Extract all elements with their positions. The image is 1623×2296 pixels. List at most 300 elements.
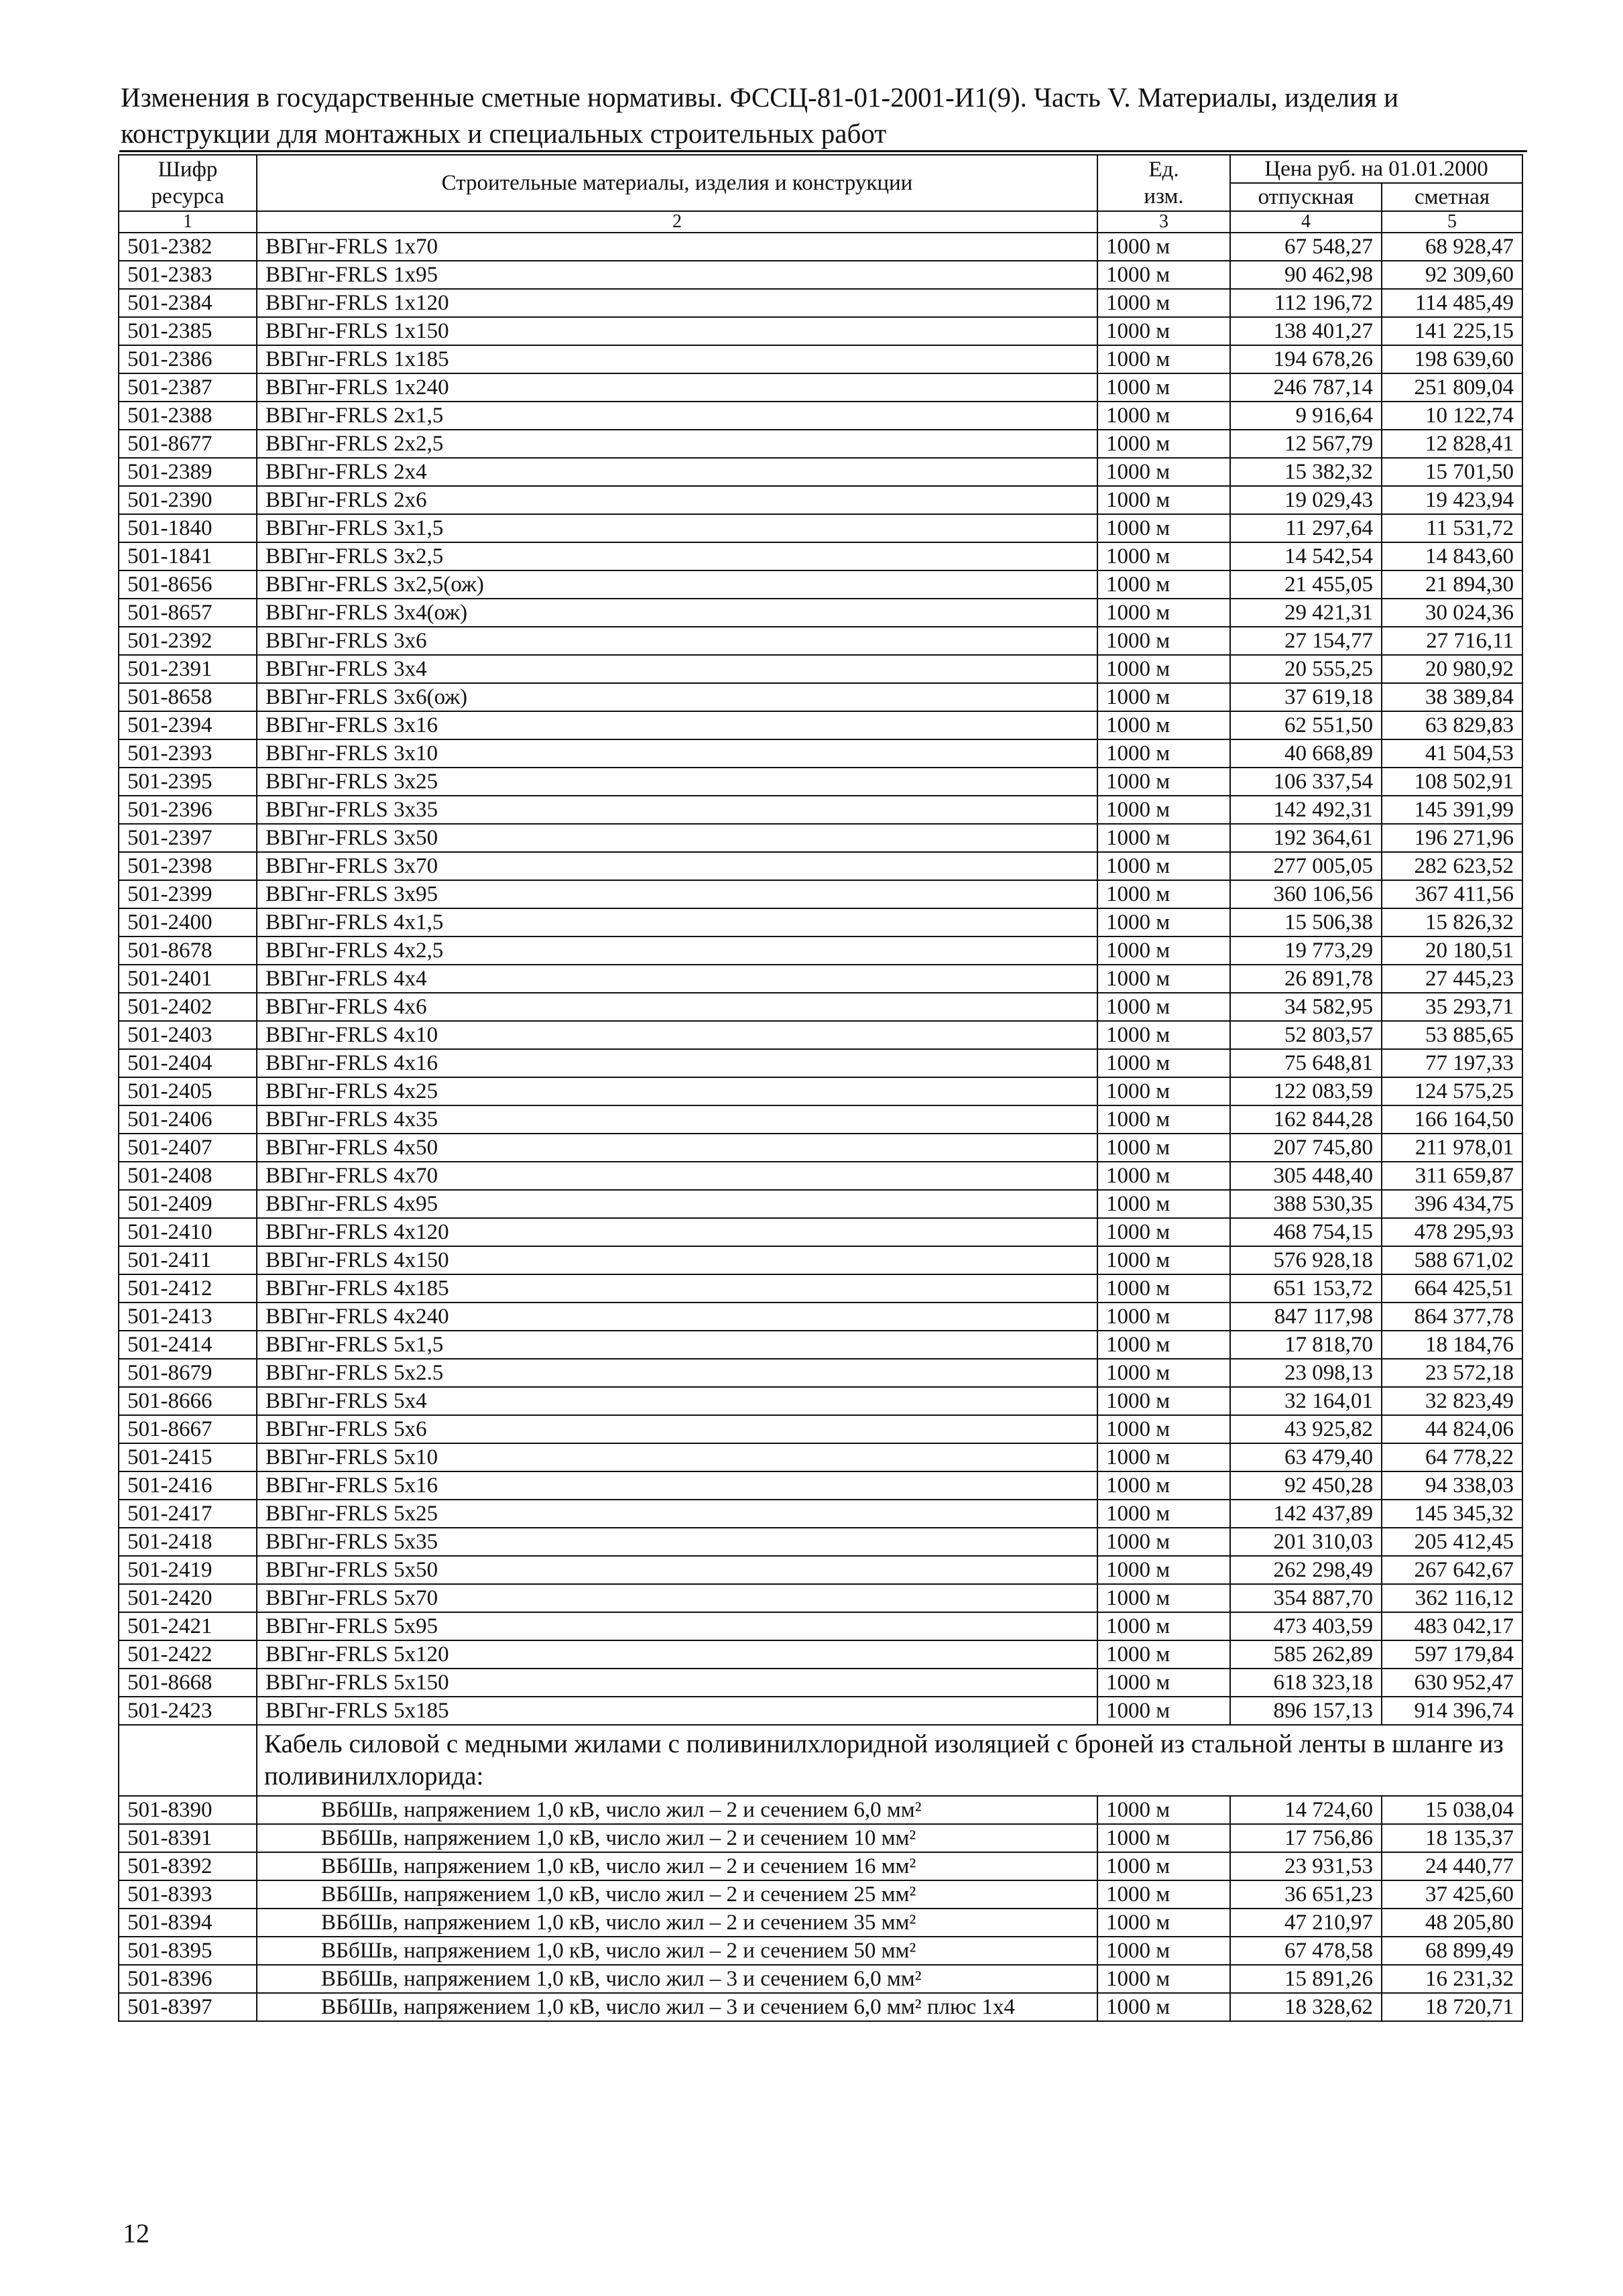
release-price: 305 448,40 — [1230, 1162, 1382, 1190]
release-price: 360 106,56 — [1230, 880, 1382, 908]
unit-cell: 1000 м — [1097, 1796, 1230, 1824]
resource-code: 501-2400 — [119, 908, 257, 936]
material-name: ВВГнг-FRLS 5х6 — [257, 1415, 1097, 1443]
unit-cell: 1000 м — [1097, 1584, 1230, 1612]
estimate-price: 27 445,23 — [1382, 965, 1522, 993]
estimate-price: 15 038,04 — [1382, 1796, 1522, 1824]
table-row — [119, 1049, 1522, 1077]
unit-cell: 1000 м — [1097, 233, 1230, 261]
material-name: ВВГнг-FRLS 4х35 — [257, 1105, 1097, 1134]
unit-cell: 1000 м — [1097, 1993, 1230, 2021]
unit-cell: 1000 м — [1097, 345, 1230, 373]
material-name: ВВГнг-FRLS 1х95 — [257, 261, 1097, 289]
table-row — [119, 1500, 1522, 1528]
release-price: 40 668,89 — [1230, 739, 1382, 768]
estimate-price: 16 231,32 — [1382, 1965, 1522, 1993]
estimate-price: 588 671,02 — [1382, 1246, 1522, 1274]
estimate-price: 597 179,84 — [1382, 1640, 1522, 1669]
estimate-price: 205 412,45 — [1382, 1528, 1522, 1556]
release-price: 34 582,95 — [1230, 993, 1382, 1021]
material-name: ВВГнг-FRLS 4х2,5 — [257, 936, 1097, 965]
material-name: ВВГнг-FRLS 3х1,5 — [257, 514, 1097, 542]
material-name — [257, 1796, 1097, 1824]
unit-cell: 1000 м — [1097, 908, 1230, 936]
material-name: ВВГнг-FRLS 5х185 — [257, 1697, 1097, 1725]
table-row — [119, 1528, 1522, 1556]
header-material: Строительные материалы, изделия и конструкции — [257, 155, 1097, 211]
resource-code: 501-2408 — [119, 1162, 257, 1190]
column-number: 2 — [257, 211, 1097, 233]
unit-cell: 1000 м — [1097, 1909, 1230, 1937]
release-price: 17 818,70 — [1230, 1331, 1382, 1359]
resource-code: 501-2417 — [119, 1500, 257, 1528]
release-price: 106 337,54 — [1230, 768, 1382, 796]
resource-code: 501-8391 — [119, 1824, 257, 1852]
unit-cell: 1000 м — [1097, 1134, 1230, 1162]
release-price: 162 844,28 — [1230, 1105, 1382, 1134]
header-line-1: Изменения в государственные сметные нормативы. ФССЦ-81-01-2001-И1(9). Часть V. Материалы, изделия и — [121, 82, 1399, 113]
estimate-price: 48 205,80 — [1382, 1909, 1522, 1937]
table-row — [119, 373, 1522, 402]
resource-code: 501-2385 — [119, 317, 257, 345]
table-row — [119, 768, 1522, 796]
material-name: ВВГнг-FRLS 3х25 — [257, 768, 1097, 796]
material-name: ВВГнг-FRLS 4х50 — [257, 1134, 1097, 1162]
table-row — [119, 1471, 1522, 1500]
estimate-price: 27 716,11 — [1382, 627, 1522, 655]
resource-code: 501-2418 — [119, 1528, 257, 1556]
release-price: 52 803,57 — [1230, 1021, 1382, 1049]
estimate-price: 630 952,47 — [1382, 1669, 1522, 1697]
table-body-vvg — [119, 233, 1522, 1725]
unit-cell: 1000 м — [1097, 1471, 1230, 1500]
resource-code: 501-2397 — [119, 824, 257, 852]
release-price: 473 403,59 — [1230, 1612, 1382, 1640]
resource-code: 501-8678 — [119, 936, 257, 965]
table-row — [119, 908, 1522, 936]
table-row — [119, 627, 1522, 655]
resource-code: 501-2384 — [119, 289, 257, 317]
estimate-price: 12 828,41 — [1382, 430, 1522, 458]
material-name-text: ВБбШв, напряжением 1,0 кВ, число жил – 2 и сечением 35 мм² — [321, 1911, 916, 1935]
resource-code: 501-2383 — [119, 261, 257, 289]
material-name: ВВГнг-FRLS 4х120 — [257, 1218, 1097, 1246]
header-line-2: конструкции для монтажных и специальных строительных работ — [121, 118, 887, 149]
material-name: ВВГнг-FRLS 3х4 — [257, 655, 1097, 683]
estimate-price: 32 823,49 — [1382, 1387, 1522, 1415]
material-name-text: ВБбШв, напряжением 1,0 кВ, число жил – 2 и сечением 50 мм² — [321, 1939, 916, 1963]
table-row — [119, 1556, 1522, 1584]
column-number: 5 — [1382, 211, 1522, 233]
release-price: 277 005,05 — [1230, 852, 1382, 880]
material-name: ВВГнг-FRLS 4х1,5 — [257, 908, 1097, 936]
resource-code: 501-2395 — [119, 768, 257, 796]
material-name: ВВГнг-FRLS 5х2.5 — [257, 1359, 1097, 1387]
material-name: ВВГнг-FRLS 5х50 — [257, 1556, 1097, 1584]
table-row — [119, 739, 1522, 768]
unit-cell: 1000 м — [1097, 768, 1230, 796]
table-row — [119, 1937, 1522, 1965]
table-row — [119, 1880, 1522, 1909]
release-price: 37 619,18 — [1230, 683, 1382, 711]
resource-code: 501-8656 — [119, 570, 257, 599]
estimate-price: 77 197,33 — [1382, 1049, 1522, 1077]
resource-code: 501-2423 — [119, 1697, 257, 1725]
unit-cell: 1000 м — [1097, 1937, 1230, 1965]
unit-cell: 1000 м — [1097, 542, 1230, 570]
material-name: ВВГнг-FRLS 2х2,5 — [257, 430, 1097, 458]
resource-code: 501-2399 — [119, 880, 257, 908]
release-price: 12 567,79 — [1230, 430, 1382, 458]
column-number: 4 — [1230, 211, 1382, 233]
resource-code: 501-2405 — [119, 1077, 257, 1105]
material-name: ВВГнг-FRLS 3х6 — [257, 627, 1097, 655]
resource-code: 501-8396 — [119, 1965, 257, 1993]
material-name: ВВГнг-FRLS 4х16 — [257, 1049, 1097, 1077]
unit-cell: 1000 м — [1097, 289, 1230, 317]
unit-cell: 1000 м — [1097, 965, 1230, 993]
table-row — [119, 1993, 1522, 2021]
resource-code: 501-2398 — [119, 852, 257, 880]
resource-code: 501-2414 — [119, 1331, 257, 1359]
estimate-price: 68 928,47 — [1382, 233, 1522, 261]
table-row — [119, 430, 1522, 458]
estimate-price: 664 425,51 — [1382, 1274, 1522, 1303]
release-price: 9 916,64 — [1230, 402, 1382, 430]
table-row — [119, 1190, 1522, 1218]
material-name: ВВГнг-FRLS 3х10 — [257, 739, 1097, 768]
unit-cell: 1000 м — [1097, 570, 1230, 599]
unit-cell: 1000 м — [1097, 486, 1230, 514]
estimate-price: 94 338,03 — [1382, 1471, 1522, 1500]
table-row — [119, 1021, 1522, 1049]
material-name: ВВГнг-FRLS 5х70 — [257, 1584, 1097, 1612]
estimate-price: 30 024,36 — [1382, 599, 1522, 627]
table-row — [119, 514, 1522, 542]
column-number: 3 — [1097, 211, 1230, 233]
material-name: ВВГнг-FRLS 5х25 — [257, 1500, 1097, 1528]
resource-code: 501-2422 — [119, 1640, 257, 1669]
resource-code: 501-2419 — [119, 1556, 257, 1584]
material-name: ВВГнг-FRLS 2х6 — [257, 486, 1097, 514]
material-name: ВВГнг-FRLS 1х150 — [257, 317, 1097, 345]
resource-code: 501-2403 — [119, 1021, 257, 1049]
release-price: 468 754,15 — [1230, 1218, 1382, 1246]
table-row — [119, 1669, 1522, 1697]
release-price: 23 931,53 — [1230, 1852, 1382, 1880]
material-name-text: ВБбШв, напряжением 1,0 кВ, число жил – 2 и сечением 16 мм² — [321, 1854, 916, 1878]
table-row — [119, 1331, 1522, 1359]
release-price: 262 298,49 — [1230, 1556, 1382, 1584]
table-row — [119, 1697, 1522, 1725]
unit-cell: 1000 м — [1097, 796, 1230, 824]
table-row — [119, 1640, 1522, 1669]
material-name — [257, 1824, 1097, 1852]
table-row — [119, 711, 1522, 739]
estimate-price: 124 575,25 — [1382, 1077, 1522, 1105]
estimate-price: 311 659,87 — [1382, 1162, 1522, 1190]
table-row — [119, 824, 1522, 852]
resource-code: 501-8679 — [119, 1359, 257, 1387]
material-name: ВВГнг-FRLS 1х240 — [257, 373, 1097, 402]
material-name: ВВГнг-FRLS 4х150 — [257, 1246, 1097, 1274]
estimate-price: 64 778,22 — [1382, 1443, 1522, 1471]
release-price: 17 756,86 — [1230, 1824, 1382, 1852]
release-price: 26 891,78 — [1230, 965, 1382, 993]
release-price: 618 323,18 — [1230, 1669, 1382, 1697]
material-name: ВВГнг-FRLS 3х70 — [257, 852, 1097, 880]
material-name: ВВГнг-FRLS 5х10 — [257, 1443, 1097, 1471]
table-row — [119, 683, 1522, 711]
release-price: 32 164,01 — [1230, 1387, 1382, 1415]
material-name: ВВГнг-FRLS 4х4 — [257, 965, 1097, 993]
resource-code: 501-2401 — [119, 965, 257, 993]
material-name — [257, 1993, 1097, 2021]
estimate-price: 282 623,52 — [1382, 852, 1522, 880]
release-price: 201 310,03 — [1230, 1528, 1382, 1556]
unit-cell: 1000 м — [1097, 993, 1230, 1021]
release-price: 14 542,54 — [1230, 542, 1382, 570]
release-price: 576 928,18 — [1230, 1246, 1382, 1274]
unit-cell: 1000 м — [1097, 1880, 1230, 1909]
material-name-text: ВБбШв, напряжением 1,0 кВ, число жил – 2 и сечением 10 мм² — [321, 1826, 916, 1850]
material-name-text: ВБбШв, напряжением 1,0 кВ, число жил – 3 и сечением 6,0 мм² плюс 1х4 — [321, 1995, 1016, 2019]
resource-code: 501-2389 — [119, 458, 257, 486]
section-row — [119, 1725, 1522, 1796]
header-price-group: Цена руб. на 01.01.2000 — [1230, 155, 1522, 183]
table-row — [119, 1218, 1522, 1246]
resource-code: 501-2404 — [119, 1049, 257, 1077]
table-row — [119, 1443, 1522, 1471]
estimate-price: 11 531,72 — [1382, 514, 1522, 542]
unit-cell: 1000 м — [1097, 1162, 1230, 1190]
estimate-price: 18 720,71 — [1382, 1993, 1522, 2021]
material-name-text: ВБбШв, напряжением 1,0 кВ, число жил – 2 и сечением 6,0 мм² — [321, 1798, 922, 1822]
resource-code: 501-2413 — [119, 1303, 257, 1331]
resource-code: 501-8657 — [119, 599, 257, 627]
estimate-price: 53 885,65 — [1382, 1021, 1522, 1049]
table-row — [119, 1796, 1522, 1824]
unit-cell: 1000 м — [1097, 1528, 1230, 1556]
resource-code: 501-2415 — [119, 1443, 257, 1471]
column-number-row — [119, 211, 1522, 233]
resource-code: 501-2402 — [119, 993, 257, 1021]
table-row — [119, 458, 1522, 486]
material-name: ВВГнг-FRLS 3х4(ож) — [257, 599, 1097, 627]
table-row — [119, 486, 1522, 514]
estimate-price: 10 122,74 — [1382, 402, 1522, 430]
release-price: 47 210,97 — [1230, 1909, 1382, 1937]
column-number: 1 — [119, 211, 257, 233]
table-row — [119, 1077, 1522, 1105]
release-price: 90 462,98 — [1230, 261, 1382, 289]
table-row — [119, 1246, 1522, 1274]
estimate-price: 24 440,77 — [1382, 1852, 1522, 1880]
release-price: 388 530,35 — [1230, 1190, 1382, 1218]
table-row — [119, 965, 1522, 993]
release-price: 23 098,13 — [1230, 1359, 1382, 1387]
estimate-price: 166 164,50 — [1382, 1105, 1522, 1134]
release-price: 11 297,64 — [1230, 514, 1382, 542]
estimate-price: 18 184,76 — [1382, 1331, 1522, 1359]
resource-code: 501-2393 — [119, 739, 257, 768]
release-price: 15 382,32 — [1230, 458, 1382, 486]
table-row — [119, 852, 1522, 880]
resource-code: 501-8667 — [119, 1415, 257, 1443]
unit-cell: 1000 м — [1097, 880, 1230, 908]
material-name — [257, 1852, 1097, 1880]
material-name: ВВГнг-FRLS 1х70 — [257, 233, 1097, 261]
unit-cell: 1000 м — [1097, 627, 1230, 655]
table-row — [119, 1824, 1522, 1852]
release-price: 896 157,13 — [1230, 1697, 1382, 1725]
release-price: 112 196,72 — [1230, 289, 1382, 317]
table-row — [119, 1359, 1522, 1387]
resource-code: 501-2386 — [119, 345, 257, 373]
release-price: 207 745,80 — [1230, 1134, 1382, 1162]
release-price: 192 364,61 — [1230, 824, 1382, 852]
material-name: ВВГнг-FRLS 3х35 — [257, 796, 1097, 824]
unit-cell: 1000 м — [1097, 1852, 1230, 1880]
resource-code: 501-1841 — [119, 542, 257, 570]
table-row — [119, 796, 1522, 824]
resource-code: 501-2412 — [119, 1274, 257, 1303]
estimate-price: 198 639,60 — [1382, 345, 1522, 373]
material-name: ВВГнг-FRLS 5х16 — [257, 1471, 1097, 1500]
header-price-release: отпускная — [1230, 183, 1382, 211]
material-name: ВВГнг-FRLS 2х4 — [257, 458, 1097, 486]
release-price: 651 153,72 — [1230, 1274, 1382, 1303]
unit-cell: 1000 м — [1097, 317, 1230, 345]
release-price: 194 678,26 — [1230, 345, 1382, 373]
unit-cell: 1000 м — [1097, 514, 1230, 542]
unit-cell: 1000 м — [1097, 599, 1230, 627]
release-price: 246 787,14 — [1230, 373, 1382, 402]
unit-cell: 1000 м — [1097, 1359, 1230, 1387]
resource-code: 501-8677 — [119, 430, 257, 458]
resource-code: 501-8394 — [119, 1909, 257, 1937]
resource-code: 501-2416 — [119, 1471, 257, 1500]
resource-code: 501-2407 — [119, 1134, 257, 1162]
material-name: ВВГнг-FRLS 3х16 — [257, 711, 1097, 739]
estimate-price: 20 980,92 — [1382, 655, 1522, 683]
estimate-price: 396 434,75 — [1382, 1190, 1522, 1218]
unit-cell: 1000 м — [1097, 711, 1230, 739]
table-row — [119, 1965, 1522, 1993]
estimate-price: 18 135,37 — [1382, 1824, 1522, 1852]
estimate-price: 23 572,18 — [1382, 1359, 1522, 1387]
resource-code: 501-2396 — [119, 796, 257, 824]
material-name: ВВГнг-FRLS 5х4 — [257, 1387, 1097, 1415]
table-row — [119, 1162, 1522, 1190]
material-name — [257, 1909, 1097, 1937]
unit-cell: 1000 м — [1097, 1824, 1230, 1852]
material-name: ВВГнг-FRLS 5х120 — [257, 1640, 1097, 1669]
unit-cell: 1000 м — [1097, 1331, 1230, 1359]
material-name: ВВГнг-FRLS 5х95 — [257, 1612, 1097, 1640]
table-head — [119, 155, 1522, 233]
resource-code: 501-8392 — [119, 1852, 257, 1880]
material-name: ВВГнг-FRLS 4х6 — [257, 993, 1097, 1021]
table-body-vbbshv — [119, 1796, 1522, 2021]
resource-code: 501-8666 — [119, 1387, 257, 1415]
estimate-price: 19 423,94 — [1382, 486, 1522, 514]
release-price: 585 262,89 — [1230, 1640, 1382, 1669]
resource-code: 501-2387 — [119, 373, 257, 402]
release-price: 36 651,23 — [1230, 1880, 1382, 1909]
release-price: 15 506,38 — [1230, 908, 1382, 936]
release-price: 15 891,26 — [1230, 1965, 1382, 1993]
material-name: ВВГнг-FRLS 1х120 — [257, 289, 1097, 317]
estimate-price: 914 396,74 — [1382, 1697, 1522, 1725]
header-code-line-1: Шифр — [158, 158, 218, 182]
estimate-price: 483 042,17 — [1382, 1612, 1522, 1640]
price-table — [118, 154, 1523, 2022]
unit-cell: 1000 м — [1097, 1274, 1230, 1303]
unit-cell: 1000 м — [1097, 936, 1230, 965]
release-price: 43 925,82 — [1230, 1415, 1382, 1443]
release-price: 21 455,05 — [1230, 570, 1382, 599]
table-row — [119, 599, 1522, 627]
resource-code: 501-2388 — [119, 402, 257, 430]
material-name — [257, 1880, 1097, 1909]
resource-code: 501-8397 — [119, 1993, 257, 2021]
release-price: 19 773,29 — [1230, 936, 1382, 965]
table-row — [119, 1134, 1522, 1162]
estimate-price: 35 293,71 — [1382, 993, 1522, 1021]
release-price: 67 548,27 — [1230, 233, 1382, 261]
header-code-line-2: ресурса — [151, 184, 225, 208]
material-name: ВВГнг-FRLS 5х1,5 — [257, 1331, 1097, 1359]
table-row — [119, 1274, 1522, 1303]
resource-code: 501-1840 — [119, 514, 257, 542]
resource-code: 501-2392 — [119, 627, 257, 655]
unit-cell: 1000 м — [1097, 1443, 1230, 1471]
unit-cell: 1000 м — [1097, 1669, 1230, 1697]
material-name: ВВГнг-FRLS 4х240 — [257, 1303, 1097, 1331]
table-row — [119, 570, 1522, 599]
section-code-cell — [119, 1725, 257, 1796]
unit-cell: 1000 м — [1097, 430, 1230, 458]
release-price: 18 328,62 — [1230, 1993, 1382, 2021]
estimate-price: 20 180,51 — [1382, 936, 1522, 965]
estimate-price: 37 425,60 — [1382, 1880, 1522, 1909]
unit-cell: 1000 м — [1097, 739, 1230, 768]
release-price: 14 724,60 — [1230, 1796, 1382, 1824]
resource-code: 501-2421 — [119, 1612, 257, 1640]
material-name: ВВГнг-FRLS 3х6(ож) — [257, 683, 1097, 711]
unit-cell: 1000 м — [1097, 1500, 1230, 1528]
unit-cell: 1000 м — [1097, 1021, 1230, 1049]
release-price: 67 478,58 — [1230, 1937, 1382, 1965]
material-name — [257, 1937, 1097, 1965]
resource-code: 501-2406 — [119, 1105, 257, 1134]
release-price: 354 887,70 — [1230, 1584, 1382, 1612]
release-price: 142 437,89 — [1230, 1500, 1382, 1528]
release-price: 92 450,28 — [1230, 1471, 1382, 1500]
unit-cell: 1000 м — [1097, 1049, 1230, 1077]
unit-cell: 1000 м — [1097, 1965, 1230, 1993]
resource-code: 501-8390 — [119, 1796, 257, 1824]
estimate-price: 14 843,60 — [1382, 542, 1522, 570]
resource-code: 501-2411 — [119, 1246, 257, 1274]
resource-code: 501-2382 — [119, 233, 257, 261]
header-price-estimate: сметная — [1382, 183, 1522, 211]
table-row — [119, 542, 1522, 570]
estimate-price: 367 411,56 — [1382, 880, 1522, 908]
release-price: 29 421,31 — [1230, 599, 1382, 627]
estimate-price: 478 295,93 — [1382, 1218, 1522, 1246]
